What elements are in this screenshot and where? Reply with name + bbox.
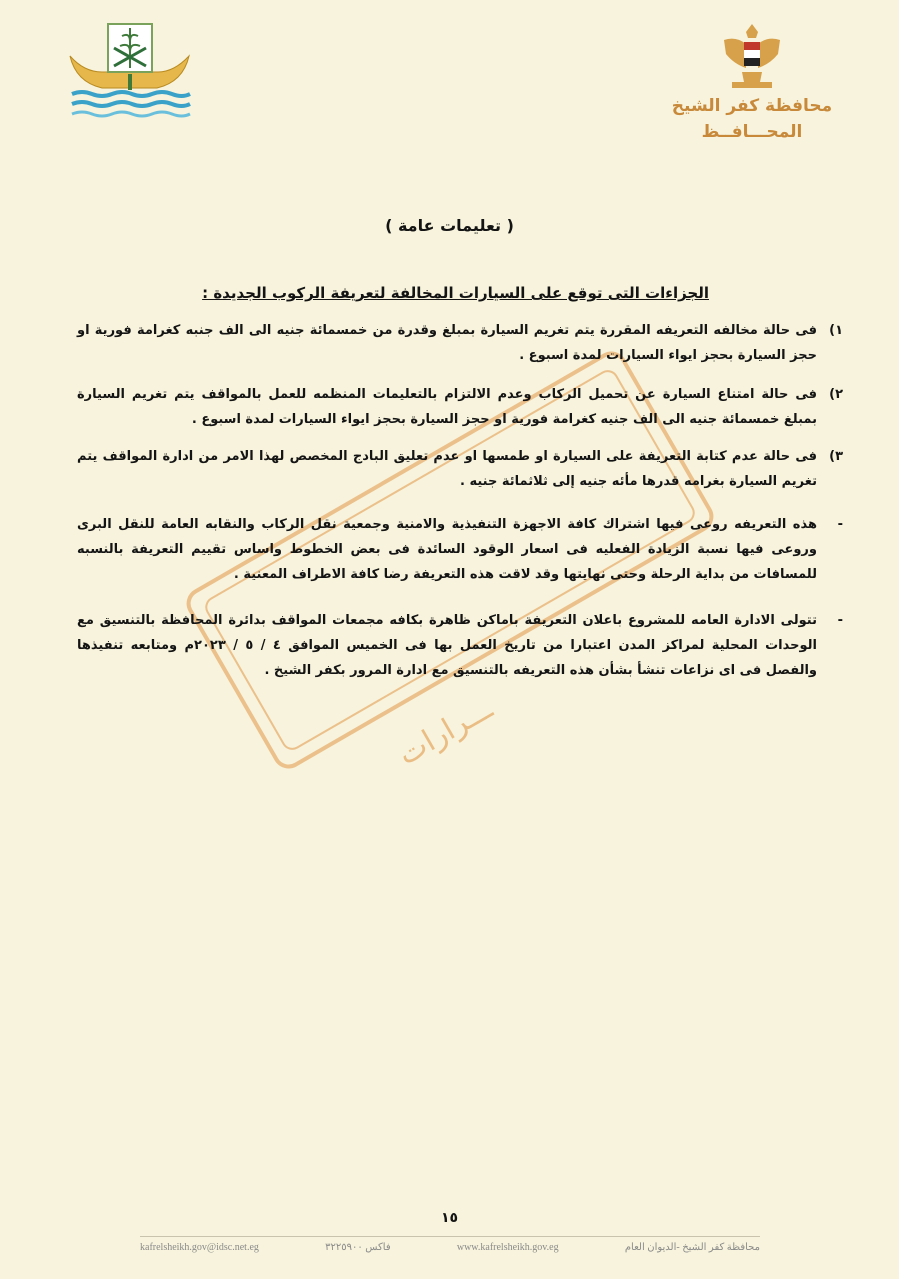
list-item-text: فى حالة مخالفه التعريفه المقررة يتم تغريم السيارة بمبلغ وقدرة من خمسمائة جنيه الى الف جنبه كغرامة فورية او حجز السيارة بحجز ايواء السيارات لمدة اسبوع . [77,323,817,363]
governorate-header [667,20,837,142]
governorate-name: محافظة كفر الشيخ [671,96,833,116]
list-item [77,318,843,368]
stamp-label: ـــرارات [392,691,499,773]
footer-email: kafrelsheikh.gov@idsc.net.eg [140,1242,259,1253]
footer-office: محافظة كفر الشيخ -الديوان العام [624,1242,760,1253]
list-item-text: فى حالة امتناع السيارة عن تحميل الركاب وعدم الالتزام بالتعليمات المنظمه للعمل بالمواقف يتم تغريم السيارة بمبلغ خمسمائة جنيه الى الف جنيه كغرامة فورية او حجز السيارة بحجز ايواء السيارات لمدة اسبوع . [77,387,817,427]
list-item [77,444,843,494]
list-marker: ٢) [829,387,843,402]
list-item-text: فى حالة عدم كتابة التعريفة على السيارة او طمسها او عدم تعليق البادج المخصص لهذا الامر من ادارة المواقف يتم تغريم السيارة بغرامه قدرها مأئه جنيه إلى ثلاثمائة جنيه . [77,449,817,489]
list-marker: - [837,517,843,532]
list-item-text: هذه التعريفه روعى فيها اشتراك كافة الاجهزة التنفيذية والامنية وجمعية نقل الركاب والنقابه العامة للنقل البرى وروعى فيها نسبة الزيادة الفعليه فى اسعار الوقود السائدة فى بعض الخطوط واساس تقييم التعريفة بالنسبه للمسافات من بداية الرحلة وحتى نهايتها وقد لاقت هذه التعريفة رضا كافة الاطراف المعنية . [77,517,817,582]
footer-divider [140,1236,760,1237]
footer-fax: فاكس ٣٢٢٥٩٠٠ [325,1242,391,1253]
list-item [77,512,843,587]
list-item [77,608,843,683]
list-item [77,382,843,432]
governor-title: المحـــافــظ [701,122,803,142]
list-marker: ١) [829,323,843,338]
footer-website: www.kafrelsheikh.gov.eg [456,1242,559,1253]
footer [140,1242,760,1253]
page-number: ١٥ [440,1210,459,1226]
document-title: ( تعليمات عامة ) [385,216,514,235]
list-item-text: تتولى الادارة العامه للمشروع باعلان التعريفة باماكن ظاهرة بكافه مجمعات المواقف بدائرة المحافظة بالتنسيق مع الوحدات المحلية لمراكز المدن اعتبارا من تاريخ العمل بها فى الخميس الموافق ٤ / ٥ / ٢٠٢٣م ومتابعه تنفيذها والفصل فى اى نزاعات تنشأ بشأن هذه التعريفه بالتنسيق مع ادارة المرور بكفر الشيخ . [77,613,817,678]
kafr-el-sheikh-emblem-icon [62,18,197,128]
list-marker: ٣) [829,449,843,464]
list-marker: - [837,613,843,628]
document-subtitle: الجزاءات التى توقع على السيارات المخالفة لتعريفة الركوب الجديدة : [202,284,709,302]
egypt-eagle-icon [720,20,784,92]
